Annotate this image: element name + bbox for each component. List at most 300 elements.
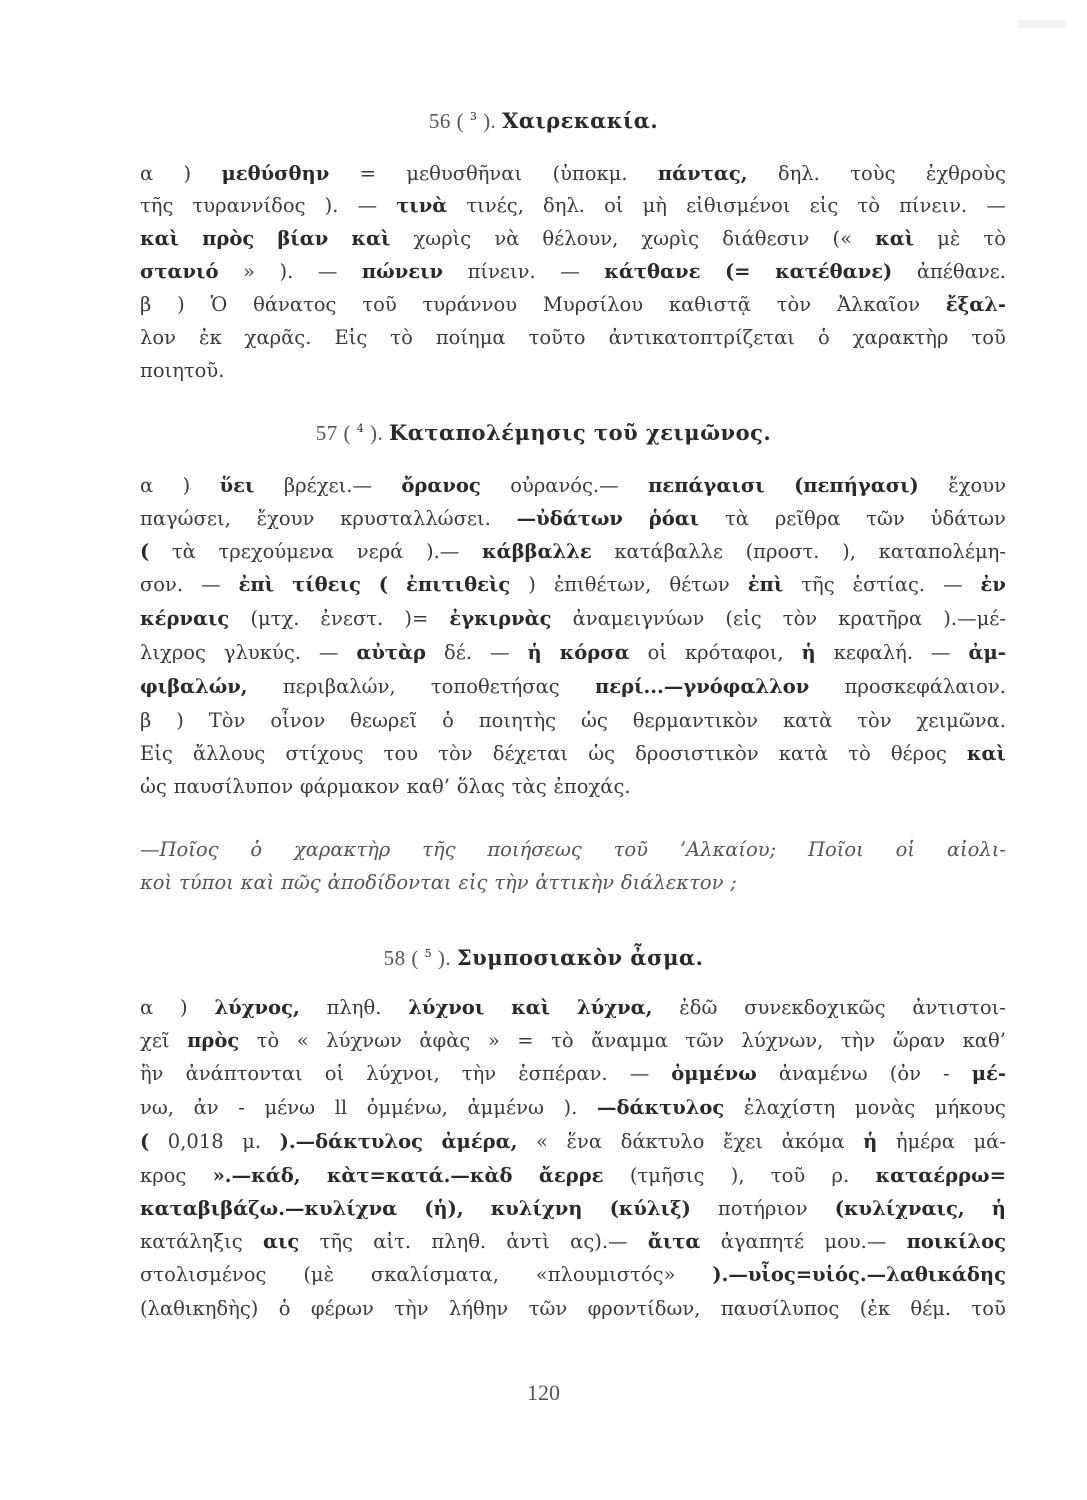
word: ) bbox=[183, 162, 192, 185]
word: ἀναμειγνύων bbox=[572, 607, 705, 630]
word: τῆς bbox=[422, 838, 456, 861]
word: του bbox=[383, 742, 419, 765]
word: καταπολέμη- bbox=[878, 540, 1006, 563]
word: καὶ bbox=[351, 227, 391, 250]
word: τῶν bbox=[866, 507, 905, 530]
word: νω, bbox=[140, 1096, 174, 1119]
word: τοῦτο bbox=[528, 326, 586, 349]
word: τὰς bbox=[511, 775, 547, 798]
word: καταβιβάζω.—κυλίχνα bbox=[140, 1197, 398, 1220]
word: » bbox=[243, 260, 255, 283]
word: τοποθετήσας bbox=[430, 675, 560, 698]
word: ἐγκιρνὰς bbox=[449, 607, 552, 630]
word: ).—δάκτυλος bbox=[279, 1130, 423, 1153]
word: τὸν bbox=[438, 742, 473, 765]
word: λύχνοι bbox=[408, 996, 485, 1019]
word: ἐπιθέτων, bbox=[553, 573, 652, 596]
text-line bbox=[140, 473, 1006, 499]
word: ὅλας bbox=[456, 775, 505, 798]
word: (πεπήγασι) bbox=[794, 474, 919, 497]
word: ἀντικατοπτρίζεται bbox=[608, 326, 795, 349]
word: ρ. bbox=[831, 1164, 850, 1187]
text-line bbox=[140, 226, 1006, 252]
word: διάλεκτον bbox=[620, 871, 724, 894]
word: πληθ. bbox=[326, 996, 382, 1019]
word: ) bbox=[177, 293, 185, 316]
word: τῶν bbox=[685, 1029, 724, 1052]
text-line bbox=[140, 161, 1006, 187]
word: ἄναμμα bbox=[591, 1029, 668, 1052]
word: τύποι bbox=[179, 871, 234, 894]
word: τοῦ bbox=[362, 293, 397, 316]
footnote-marker: 3 bbox=[469, 110, 478, 123]
word: τὸ bbox=[848, 742, 871, 765]
word: β bbox=[140, 293, 152, 316]
word: ὁ bbox=[278, 1297, 291, 1320]
text-line bbox=[140, 674, 1006, 700]
word: τὸ bbox=[551, 1029, 574, 1052]
text-line bbox=[140, 606, 1006, 632]
word: Ἀλκαῖον bbox=[836, 293, 920, 316]
word: ) bbox=[180, 996, 188, 1019]
word: - bbox=[238, 1096, 245, 1119]
word: σκαλίσματα, bbox=[370, 1263, 499, 1286]
word: οἱ bbox=[604, 194, 624, 217]
word: καὶ bbox=[511, 996, 551, 1019]
word: ἐποχάς. bbox=[553, 775, 631, 798]
word: κατὰ bbox=[778, 742, 829, 765]
word: ἡμέρα bbox=[895, 1130, 955, 1153]
word: παυσίλυπον bbox=[173, 775, 294, 798]
word: ἡ bbox=[801, 641, 816, 664]
word: ἀφὰς bbox=[419, 1029, 471, 1052]
word: ὀμμένω, bbox=[366, 1096, 448, 1119]
word: πώνειν bbox=[361, 260, 444, 283]
word: α bbox=[140, 474, 154, 497]
word: ).—μέ- bbox=[943, 607, 1006, 630]
word: τὸ bbox=[857, 194, 880, 217]
word: - bbox=[943, 1062, 950, 1085]
paren: ). bbox=[477, 109, 503, 133]
word: ποίημα bbox=[435, 326, 506, 349]
word: μήκους bbox=[934, 1096, 1006, 1119]
word: τὸ bbox=[256, 1029, 280, 1052]
word: ἀν bbox=[193, 1096, 219, 1119]
word: (ἡ), bbox=[424, 1197, 464, 1220]
word: μὲ bbox=[937, 227, 961, 250]
word: κέρναις bbox=[140, 607, 230, 630]
word: ) bbox=[182, 474, 191, 497]
word: τῆς bbox=[801, 573, 835, 596]
word: ».—κάδ, bbox=[212, 1164, 301, 1187]
word: χωρὶς bbox=[413, 227, 472, 250]
word: θάνατος bbox=[253, 293, 337, 316]
word: ποικίλος bbox=[906, 1230, 1006, 1253]
word: τὸν bbox=[857, 709, 892, 732]
word: ἀποδίδονται bbox=[327, 871, 452, 894]
word: κὰτ=κατά.—κὰδ bbox=[326, 1164, 513, 1187]
word: κατάληξις bbox=[140, 1230, 243, 1253]
word: δέ. bbox=[444, 641, 473, 664]
text-line bbox=[140, 358, 1006, 384]
word: καθιστᾷ bbox=[668, 293, 751, 316]
word: τὸ bbox=[390, 326, 413, 349]
word: χαρακτὴρ bbox=[852, 326, 949, 349]
word: ἡ bbox=[863, 1130, 878, 1153]
word: καθ’ bbox=[962, 1029, 1006, 1052]
text-line bbox=[140, 1196, 1006, 1222]
word: = bbox=[517, 1029, 534, 1052]
word: αἰολι- bbox=[946, 838, 1006, 861]
word: (ἐκ bbox=[859, 1297, 891, 1320]
word: Τὸν bbox=[208, 709, 246, 732]
word: = bbox=[359, 162, 376, 185]
word: (ὀν bbox=[889, 1062, 921, 1085]
word: ὁ bbox=[250, 838, 263, 861]
word: (= bbox=[724, 260, 751, 283]
word: ὡς bbox=[588, 742, 616, 765]
word: ’Αλκαίου; bbox=[679, 838, 777, 861]
word: κατὰ bbox=[782, 709, 833, 732]
word: κρυσταλλώσει. bbox=[340, 507, 491, 530]
word: ἐχθροὺς bbox=[925, 162, 1006, 185]
section-number: 56 bbox=[428, 109, 451, 133]
word: ἑσπέραν. bbox=[518, 1062, 608, 1085]
word: τινές, bbox=[466, 194, 524, 217]
word: τυραννίδος bbox=[192, 194, 306, 217]
word: τὴν bbox=[840, 1029, 876, 1052]
text-line bbox=[140, 741, 1006, 767]
word: ὁ bbox=[817, 326, 830, 349]
word: δηλ. bbox=[777, 162, 820, 185]
word: —Ποῖος bbox=[140, 838, 219, 861]
word: ποιήσεως bbox=[487, 838, 582, 861]
word: ὥραν bbox=[892, 1029, 946, 1052]
word: φέρων bbox=[310, 1297, 374, 1320]
paren: ( bbox=[405, 946, 425, 970]
word: — bbox=[317, 260, 338, 283]
text-line bbox=[140, 640, 1006, 666]
word: ἀμέρα, bbox=[441, 1130, 518, 1153]
word: θέτων bbox=[669, 573, 730, 596]
word: (κύλιξ) bbox=[609, 1197, 691, 1220]
word: ἀμ- bbox=[968, 641, 1006, 664]
word: ἔχουν bbox=[948, 474, 1006, 497]
word: ὀμμένω bbox=[671, 1062, 757, 1085]
word: αὐτὰρ bbox=[356, 641, 427, 664]
word: τοῦ bbox=[770, 1164, 806, 1187]
section-heading-57 bbox=[0, 420, 1087, 446]
text-line bbox=[140, 995, 1006, 1021]
word: ) bbox=[176, 709, 184, 732]
word: δάκτυλο bbox=[620, 1130, 705, 1153]
word: — bbox=[986, 194, 1006, 217]
word: ἀττικὴν bbox=[535, 871, 615, 894]
section-heading-56 bbox=[0, 108, 1087, 134]
text-line bbox=[140, 1229, 1006, 1255]
word: δροσιστικὸν bbox=[635, 742, 759, 765]
word: χεῖ bbox=[140, 1029, 170, 1052]
word: ἡ bbox=[527, 641, 542, 664]
word: λύχνων, bbox=[741, 1029, 824, 1052]
word: εἰς bbox=[809, 194, 839, 217]
word: Ποῖοι bbox=[808, 838, 864, 861]
word: ἀνάπτονται bbox=[185, 1062, 303, 1085]
text-line bbox=[140, 325, 1006, 351]
word: μεθυσθῆναι bbox=[406, 162, 523, 185]
word: ). bbox=[563, 1096, 578, 1119]
word: μὴ bbox=[642, 194, 667, 217]
word: δηλ. bbox=[543, 194, 585, 217]
word: πίνειν. bbox=[467, 260, 536, 283]
word: τῶν bbox=[528, 1297, 568, 1320]
word: (προστ. bbox=[745, 540, 820, 563]
word: παγώσει, bbox=[140, 507, 231, 530]
word: τὸν bbox=[782, 607, 818, 630]
word: κρατῆρα bbox=[838, 607, 923, 630]
word: ἀπέθανε. bbox=[916, 260, 1006, 283]
word: παυσίλυπος bbox=[720, 1297, 840, 1320]
word: αις bbox=[262, 1230, 300, 1253]
word: θέλουν, bbox=[542, 227, 619, 250]
word: — bbox=[318, 641, 339, 664]
word: « bbox=[296, 1029, 309, 1052]
word: (κυλίχναις, bbox=[834, 1197, 965, 1220]
text-line bbox=[140, 539, 1006, 565]
word: λον bbox=[140, 326, 176, 349]
word: ἀγαπητέ bbox=[720, 1230, 805, 1253]
word: β bbox=[140, 709, 152, 732]
word: α bbox=[140, 162, 154, 185]
word: — bbox=[943, 573, 963, 596]
word: ( bbox=[140, 540, 150, 563]
word: — bbox=[201, 573, 221, 596]
word: )= bbox=[404, 607, 429, 630]
word: ( bbox=[378, 573, 389, 596]
word: » bbox=[487, 1029, 500, 1052]
text-line bbox=[140, 1296, 1006, 1322]
text-line bbox=[140, 1028, 1006, 1054]
word: κόρσα bbox=[559, 641, 630, 664]
footnote-marker: 5 bbox=[424, 947, 433, 960]
word: πάντας, bbox=[657, 162, 748, 185]
word: — bbox=[931, 641, 951, 664]
word: —δάκτυλος bbox=[596, 1096, 725, 1119]
word: ).—υἶος=υἱός.—λαθικάδης bbox=[712, 1263, 1006, 1286]
word: — bbox=[357, 194, 378, 217]
word: καὶ bbox=[140, 227, 180, 250]
word: ὡς bbox=[140, 775, 167, 798]
page-number: 120 bbox=[527, 1380, 560, 1405]
text-line bbox=[140, 193, 1006, 219]
word: κρόταφοι, bbox=[684, 641, 784, 664]
word: ποιητὴς bbox=[478, 709, 557, 732]
word: μά- bbox=[973, 1130, 1006, 1153]
text-line bbox=[140, 708, 1006, 734]
word: « bbox=[536, 1130, 548, 1153]
word: — bbox=[490, 641, 510, 664]
word: ἐπὶ bbox=[238, 573, 275, 596]
word: μ. bbox=[242, 1130, 262, 1153]
word: α bbox=[140, 996, 154, 1019]
word: Ὁ bbox=[210, 293, 228, 316]
word: 0,018 bbox=[167, 1130, 224, 1153]
word: κοὶ bbox=[140, 871, 173, 894]
word: φροντίδων, bbox=[587, 1297, 701, 1320]
word: οἶνον bbox=[270, 709, 326, 732]
word: βρέχει.— bbox=[283, 474, 372, 497]
word: ἡ bbox=[991, 1197, 1006, 1220]
word: ἀναμένω bbox=[778, 1062, 868, 1085]
scan-smudge bbox=[1017, 20, 1067, 28]
word: ὕει bbox=[219, 474, 255, 497]
word: πληθ. bbox=[431, 1230, 487, 1253]
word: ll bbox=[334, 1096, 348, 1119]
word: κρος bbox=[140, 1164, 187, 1187]
word: μένω bbox=[264, 1096, 315, 1119]
word: ἄερρε bbox=[538, 1164, 604, 1187]
word: ἐκ bbox=[198, 326, 222, 349]
word: κάββαλλε bbox=[481, 540, 592, 563]
paren: ). bbox=[432, 946, 457, 970]
word: ὡς bbox=[581, 709, 608, 732]
word: δέχεται bbox=[492, 742, 569, 765]
word: ; bbox=[730, 871, 737, 894]
word: «πλουμιστός» bbox=[535, 1263, 676, 1286]
word: —ὐδάτων bbox=[516, 507, 623, 530]
word: ποτήριον bbox=[717, 1197, 808, 1220]
word: τοῦ bbox=[971, 326, 1006, 349]
word: τὴν bbox=[494, 871, 529, 894]
word: γλυκύς. bbox=[223, 641, 301, 664]
word: χαρακτὴρ bbox=[293, 838, 391, 861]
word: — bbox=[560, 260, 580, 283]
word: — bbox=[629, 1062, 650, 1085]
paren: ( bbox=[450, 109, 470, 133]
word: ἐδῶ bbox=[679, 996, 718, 1019]
word: ας).— bbox=[570, 1230, 628, 1253]
word: ἀμμένω bbox=[467, 1096, 544, 1119]
word: καὶ bbox=[966, 742, 1006, 765]
word: τοῦ bbox=[613, 838, 648, 861]
word: νερά bbox=[356, 540, 404, 563]
word: ). bbox=[279, 260, 294, 283]
word: ). bbox=[324, 194, 339, 217]
text-line bbox=[140, 1095, 1006, 1121]
word: καὶ bbox=[240, 871, 275, 894]
word: ἀντιστοι- bbox=[912, 996, 1006, 1019]
word: ἄλλους bbox=[192, 742, 266, 765]
text-line bbox=[140, 259, 1006, 285]
word: κεφαλή. bbox=[833, 641, 914, 664]
text-line bbox=[140, 1262, 1006, 1288]
word: ἔχει bbox=[722, 1130, 764, 1153]
word: ῥόαι bbox=[648, 507, 700, 530]
word: Εἰς bbox=[334, 326, 368, 349]
word: (εἰς bbox=[725, 607, 762, 630]
word: συνεκδοχικῶς bbox=[744, 996, 886, 1019]
word: ( bbox=[140, 1130, 150, 1153]
word: πρὸς bbox=[202, 227, 255, 250]
section-heading-58 bbox=[0, 945, 1087, 971]
text-line bbox=[140, 292, 1006, 318]
word: βίαν bbox=[277, 227, 329, 250]
word: στανιό bbox=[140, 260, 219, 283]
word: τυράννου bbox=[422, 293, 518, 316]
paren: ( bbox=[337, 421, 357, 445]
word: θεωρεῖ bbox=[350, 709, 418, 732]
word: σον. bbox=[140, 573, 184, 596]
text-line bbox=[140, 1163, 1006, 1189]
word: ).— bbox=[425, 540, 460, 563]
text-line bbox=[140, 1129, 1006, 1155]
word: (« bbox=[832, 227, 853, 250]
word: (μὲ bbox=[303, 1263, 335, 1286]
word: θέρος bbox=[890, 742, 947, 765]
word: στολισμένος bbox=[140, 1263, 267, 1286]
word: ), bbox=[730, 1164, 745, 1187]
word: (λαθικηδὴς) bbox=[140, 1297, 259, 1320]
word: μεθύσθην bbox=[221, 162, 330, 185]
word: τὴν bbox=[461, 1062, 497, 1085]
text-line bbox=[140, 572, 1006, 598]
word: θερμαντικὸν bbox=[632, 709, 759, 732]
word: οἱ bbox=[647, 641, 667, 664]
word: αἰτ. bbox=[373, 1230, 412, 1253]
word: μέ- bbox=[971, 1062, 1006, 1085]
word: οὐρανός.— bbox=[510, 474, 619, 497]
question-line bbox=[140, 870, 1006, 896]
word: ἔξαλ- bbox=[945, 293, 1006, 316]
paren: ). bbox=[364, 421, 389, 445]
word: λύχνος, bbox=[214, 996, 300, 1019]
word: λιχρος bbox=[140, 641, 206, 664]
word: προσκεφάλαιον. bbox=[844, 675, 1006, 698]
word: (μτχ. bbox=[250, 607, 300, 630]
word: λύχνοι, bbox=[366, 1062, 440, 1085]
word: καθ’ bbox=[406, 775, 450, 798]
word: εἰς bbox=[458, 871, 488, 894]
word: ἐνεστ. bbox=[320, 607, 384, 630]
word: τινὰ bbox=[396, 194, 448, 217]
word: τὴν bbox=[394, 1297, 429, 1320]
word: χωρὶς bbox=[641, 227, 700, 250]
word: ἐλαχίστη bbox=[743, 1096, 836, 1119]
word: ἐν bbox=[980, 573, 1006, 596]
word: κατέθανε) bbox=[775, 260, 893, 283]
footnote-marker: 4 bbox=[356, 422, 365, 435]
word: καὶ bbox=[875, 227, 915, 250]
word: ἄιτα bbox=[647, 1230, 701, 1253]
word: ποιητοῦ. bbox=[140, 359, 225, 382]
word: ἐπιτιθεὶς bbox=[406, 573, 511, 596]
word: πεπάγαισι bbox=[648, 474, 765, 497]
word: (τμῆσις bbox=[629, 1164, 705, 1187]
section-title: Συμποσιακὸν ἆσμα. bbox=[456, 945, 704, 970]
word: καταέρρω= bbox=[875, 1164, 1006, 1187]
word: ἀντὶ bbox=[506, 1230, 550, 1253]
word: οἱ bbox=[895, 838, 916, 861]
word: φιβαλών, bbox=[140, 675, 248, 698]
word: στίχους bbox=[285, 742, 364, 765]
question-line bbox=[140, 837, 1006, 863]
word: λήθην bbox=[448, 1297, 509, 1320]
word: χειμῶνα. bbox=[916, 709, 1006, 732]
word: μονὰς bbox=[854, 1096, 916, 1119]
word: ἕνα bbox=[566, 1130, 603, 1153]
word: τῆς bbox=[319, 1230, 353, 1253]
text-line bbox=[140, 506, 1006, 532]
